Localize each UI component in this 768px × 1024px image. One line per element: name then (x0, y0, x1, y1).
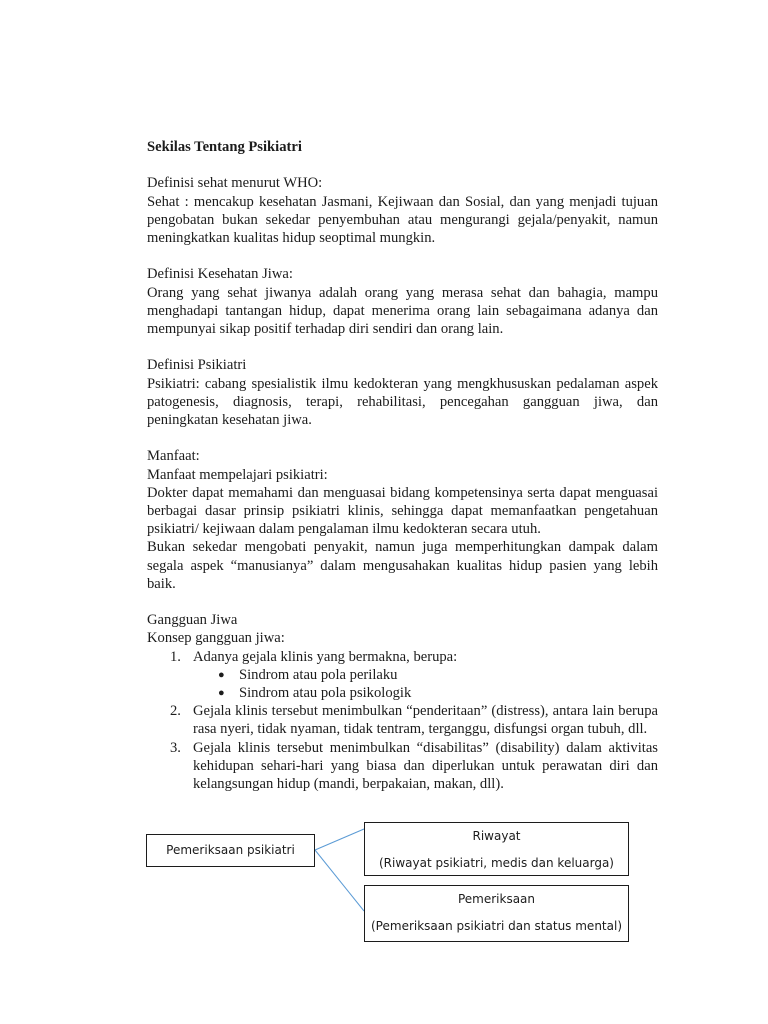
pemeriksaan-title: Pemeriksaan (457, 892, 536, 906)
pemeriksaan-psikiatri-label: Pemeriksaan psikiatri (166, 843, 295, 857)
who-heading: Definisi sehat menurut WHO: (147, 175, 323, 192)
bullet-icon: ● (218, 687, 225, 700)
manfaat-text-1: Dokter dapat memahami dan menguasai bidang kompetensinya serta dapat menguasai berbagai dasar prinsip psikiatri klinis, sehingga dapat memanfaatkan pengetahuan psikiatri/ kejiwaan dalam pengalaman ilmu kedokteran secara utuh. (147, 484, 658, 538)
list-item-text: Adanya gejala klinis yang bermakna, berupa: (193, 648, 458, 665)
gangguan-heading: Gangguan Jiwa (147, 612, 238, 629)
manfaat-heading: Manfaat: (147, 448, 200, 465)
bullet-text: Sindrom atau pola psikologik (239, 685, 412, 702)
kesehatan-jiwa-heading: Definisi Kesehatan Jiwa: (147, 266, 293, 283)
who-text: Sehat : mencakup kesehatan Jasmani, Kejiwaan dan Sosial, dan yang menjadi tujuan pengobatan bukan sekedar penyembuhan atau mengurangi gejala/penyakit, namun meningkatkan kualitas hidup seoptimal mungkin. (147, 193, 658, 246)
connector-line-riwayat (315, 829, 364, 850)
manfaat-text-2: Bukan sekedar mengobati penyakit, namun juga memperhitungkan dampak dalam segala aspek “manusianya” dalam mengusahakan kualitas hidup pasien yang lebih baik. (147, 539, 658, 592)
pemeriksaan-box (364, 885, 629, 942)
riwayat-title: Riwayat (472, 829, 521, 843)
manfaat-subheading: Manfaat mempelajari psikiatri: (147, 466, 328, 483)
kesehatan-jiwa-text: Orang yang sehat jiwanya adalah orang yang merasa sehat dan bahagia, mampu menghadapi tantangan hidup, dapat menerima orang lain sebagaimana adanya dan mempunyai sikap positif terhadap diri sendiri dan orang lain. (147, 284, 658, 337)
connector-line-pemeriksaan (315, 850, 364, 911)
list-item-text: Gejala klinis tersebut menimbulkan “penderitaan” (distress), antara lain berupa rasa nyeri, tidak nyaman, tidak tentram, terganggu, disfungsi organ tubuh, dll. (193, 703, 658, 738)
list-number: 1. (170, 648, 181, 665)
list-number: 3. (170, 739, 181, 756)
bullet-icon: ● (218, 668, 225, 681)
bullet-text: Sindrom atau pola perilaku (239, 666, 398, 683)
psikiatri-text: Psikiatri: cabang spesialistik ilmu kedokteran yang mengkhususkan pedalaman aspek patogenesis, diagnosis, terapi, rehabilitasi, pencegahan gangguan jiwa, dan peningkatan kesehatan jiwa. (147, 375, 658, 428)
psikiatri-heading: Definisi Psikiatri (147, 357, 247, 374)
riwayat-desc: (Riwayat psikiatri, medis dan keluarga) (379, 856, 614, 870)
pemeriksaan-psikiatri-box (146, 834, 315, 867)
riwayat-box (364, 822, 629, 876)
list-item-text: Gejala klinis tersebut menimbulkan “disabilitas” (disability) dalam aktivitas kehidupan sehari-hari yang biasa dan diperlukan untuk perawatan diri dan kelangsungan hidup (mandi, berpakaian, makan, dll). (193, 739, 658, 793)
list-number: 2. (170, 703, 181, 720)
pemeriksaan-desc: (Pemeriksaan psikiatri dan status mental) (371, 919, 622, 933)
gangguan-subheading: Konsep gangguan jiwa: (147, 630, 285, 647)
page-title: Sekilas Tentang Psikiatri (147, 139, 302, 155)
